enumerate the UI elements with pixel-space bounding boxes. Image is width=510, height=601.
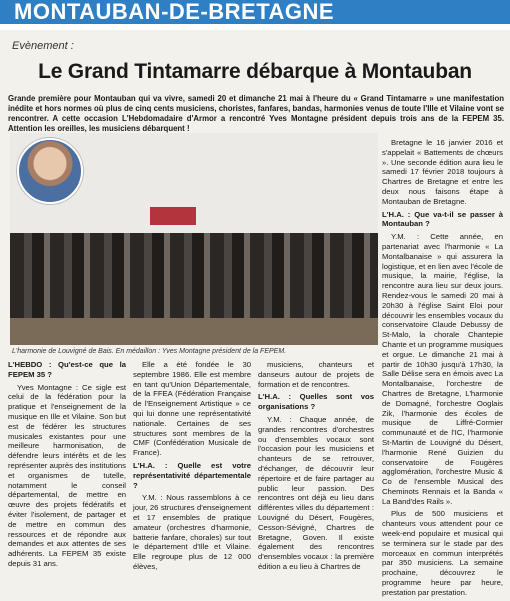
paragraph: Yves Montagne : Ce sigle est celui de la fédération pour la pratique et l'enseignement de la musique en Ille et Vilaine. Son but est de fédérer les structures musicales existantes pour une meilleure harmonisation, de défendre leurs intérêts et de les représenter auprès des institutions et organismes de tutelle, notamment le conseil départemental, de mettre en œuvre des projets fédératifs et éviter l'isolement, de partager et de mettre en commun des ressources et de répondre aux demandes et aux attentes de ses adhérents. La FEPEM 35 existe depuis 31 ans. [8, 382, 126, 568]
section-title: MONTAUBAN-DE-BRETAGNE [0, 0, 510, 24]
paragraph: Plus de 500 musiciens et chanteurs vous attendent pour ce week-end populaire et musical qui se terminera sur le stade par des morceaux en commun interprétés par 350 musiciens. La semaine prochaine, découvrez le programme heure par heure, prestation par prestation. [382, 509, 503, 597]
article-kicker: Evènement : [12, 40, 74, 52]
interview-question: L'H.A. : Quelle est votre représentativité départementale ? [133, 460, 251, 490]
article-headline: Le Grand Tintamarre débarque à Montauban [38, 60, 472, 83]
paragraph: Elle a été fondée le 30 septembre 1986. Elle est membre en tant qu'Union Départementale, de la FFEA (Fédération Française de l'Enseignement Artistique » ce qui lui donne une représentativité nationale. Certaines de ses structures sont membres de la CMF (Confédération Musicale de France). [133, 360, 251, 458]
column-2 [133, 360, 251, 575]
paragraph: musiciens, chanteurs et danseurs autour de projets de formation et de rencontres. [258, 360, 374, 389]
interview-question: L'H.A. : Quelles sont vos organisations ? [258, 392, 374, 412]
column-right [382, 138, 503, 601]
paragraph: Bretagne le 16 janvier 2016 et s'appelait « Battements de chœurs ». Une seconde édition aura lieu le samedi 17 février 2018 toujours à Chartres de Bretagne et entre les deux nous faisons étape à Montauban de Bretagne. [382, 138, 503, 206]
paragraph: Y.M. : Nous rassemblons à ce jour, 26 structures d'enseignement et 17 ensembles de pratique amateur (orchestres d'harmonie, batterie fanfare, chorales) sur tout le département d'Ille et Vilaine. Elle regroupe plus de 12 000 élèves, [133, 493, 251, 571]
column-1 [8, 360, 126, 572]
paragraph: Y.M. : Cette année, en partenariat avec l'harmonie « La Montalbanaise » qui assurera la logistique, et en lien avec l'école de musique, la mairie, l'église, la rencontre aura lieu sur deux jours. Rendez-vous le samedi 20 mai à 20h30 à l'église Saint Eloi pour découvrir les ensembles vocaux du conservatoire Claude Debussy de St-Malo, la chorale Chantepie Chante et un programme musiques et orgue. Le dimanche 21 mai à partir de 10h30 jusqu'à 17h30, la Salle Délise sera en émois avec La Montalbanaise, l'orchestre de Chartres de Bretagne, L'harmonie de Domagné, l'orchestre Ooglais Zik, l'harmonie des écoles de musique de Liffré-Cormier communauté et de l'IC, l'harmonie St-Martin de Louvigné du Désert, l'harmonie René Guizien du conservatoire de Fougères agglomération, l'orchestre Music & Co de l'ensemble Musical des Cheminots Rennais et la Banda « La Band'des Rails ». [382, 232, 503, 506]
interview-question: L'H.A. : Que va-t-il se passer à Montauban ? [382, 209, 503, 229]
photo-caption: L'harmonie de Louvigné de Bais. En médaillon : Yves Montagne président de la FEPEM. [12, 348, 287, 355]
section-banner [0, 0, 510, 30]
portrait-medallion [17, 138, 83, 204]
column-3 [258, 360, 374, 575]
article-lead: Grande première pour Montauban qui va vivre, samedi 20 et dimanche 21 mai à l'heure du « Grand Tintamarre » une manifestation inédite et hors normes où plus de cinq cents musiciens, choristes, fanfares, bandas, harmonies venus de toute l'Ille et Vilaine vont se rencontrer. A cette occasion L'Hebdomadaire d'Armor a rencontré Yves Montagne président depuis trois ans de la FEPEM 35. Attention les oreilles, les musiciens débarquent ! [8, 94, 504, 133]
photo-red-banner [150, 207, 196, 225]
paragraph: Y.M. : Chaque année, de grandes rencontres d'orchestres ou d'ensembles vocaux sont l'occasion pour les musiciens et chanteurs de se retrouver, d'échanger, de découvrir leur répertoire et de faire partager au public leur passion. Des rencontres ont déjà eu lieu dans différentes villes du département : Louvigné du Désert, Fougères, Cesson-Sévigné, Chartres de Bretagne, Goven. Il existe également des rencontres d'ensembles vocaux : la première édition a eu lieu à Chartres de [258, 414, 374, 571]
interview-question: L'HEBDO : Qu'est-ce que la FEPEM 35 ? [8, 360, 126, 379]
photo-floor [10, 318, 378, 345]
